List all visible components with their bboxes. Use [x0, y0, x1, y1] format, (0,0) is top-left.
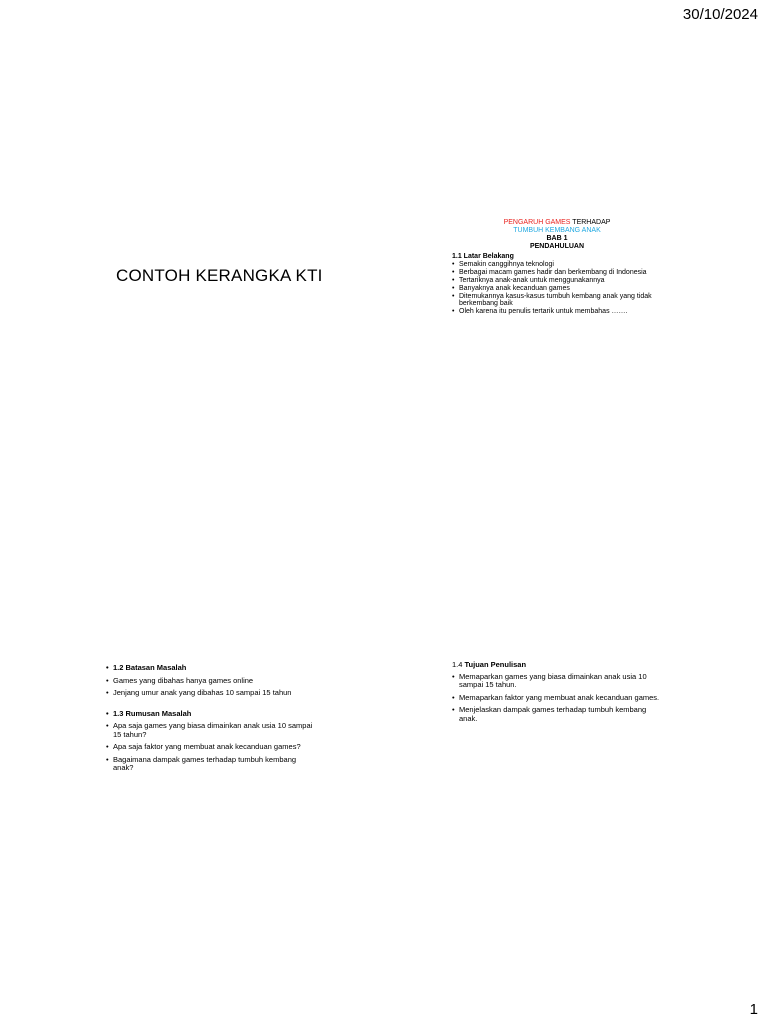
- slide2-section-heading: 1.1 Latar Belakang: [452, 253, 514, 260]
- list-item: • Banyaknya anak kecanduan games: [452, 286, 662, 293]
- page-number: 1: [749, 1001, 758, 1018]
- list-item: • Menjelaskan dampak games terhadap tumbuh kembang anak.: [452, 706, 662, 723]
- slide2-content: [452, 219, 662, 317]
- list-item: • Memaparkan faktor yang membuat anak kecanduan games.: [452, 694, 662, 703]
- list-item: • Berbagai macam games hadir dan berkembang di Indonesia: [452, 270, 662, 277]
- list-item: • Oleh karena itu penulis tertarik untuk membahas …….: [452, 309, 662, 316]
- slide4-heading: [452, 661, 662, 670]
- list-item: • Games yang dibahas hanya games online: [106, 677, 316, 686]
- list-item: • Memaparkan games yang biasa dimainkan anak usia 10 sampai 15 tahun.: [452, 673, 662, 690]
- list-item: • Bagaimana dampak games terhadap tumbuh kembang anak?: [106, 756, 316, 773]
- slide2-title: [452, 219, 662, 227]
- slide3-heading-batasan: • 1.2 Batasan Masalah: [106, 664, 316, 673]
- slide3-content: [106, 664, 316, 777]
- list-item: • Ditemukannya kasus-kasus tumbuh kembang anak yang tidak berkembang baik: [452, 294, 662, 307]
- slide3-list: [106, 664, 316, 773]
- slide2-bullet-list: [452, 262, 662, 315]
- slide4-heading-prefix: 1.4: [452, 660, 465, 669]
- print-date: 30/10/2024: [682, 6, 758, 23]
- slide2-title-black: TERHADAP: [570, 219, 611, 226]
- slide2-chapter-title: PENDAHULUAN: [529, 243, 585, 250]
- list-item: • Tertariknya anak-anak untuk menggunakannya: [452, 278, 662, 285]
- list-item: • Apa saja games yang biasa dimainkan anak usia 10 sampai 15 tahun?: [106, 722, 316, 739]
- slide2-chapter: BAB 1: [546, 235, 568, 242]
- slide4-list: [452, 673, 662, 724]
- list-item: • Jenjang umur anak yang dibahas 10 sampai 15 tahun: [106, 689, 316, 698]
- slide4-content: [452, 661, 662, 727]
- list-item: • Apa saja faktor yang membuat anak kecanduan games?: [106, 743, 316, 752]
- slide2-subtitle: TUMBUH KEMBANG ANAK: [513, 227, 601, 234]
- slide1-title: CONTOH KERANGKA KTI: [116, 266, 323, 285]
- slide2-title-red: PENGARUH GAMES: [503, 219, 571, 226]
- list-item: • Semakin canggihnya teknologi: [452, 262, 662, 269]
- slide4-heading-bold: Tujuan Penulisan: [464, 660, 527, 669]
- slide3-heading-rumusan: • 1.3 Rumusan Masalah: [106, 710, 316, 719]
